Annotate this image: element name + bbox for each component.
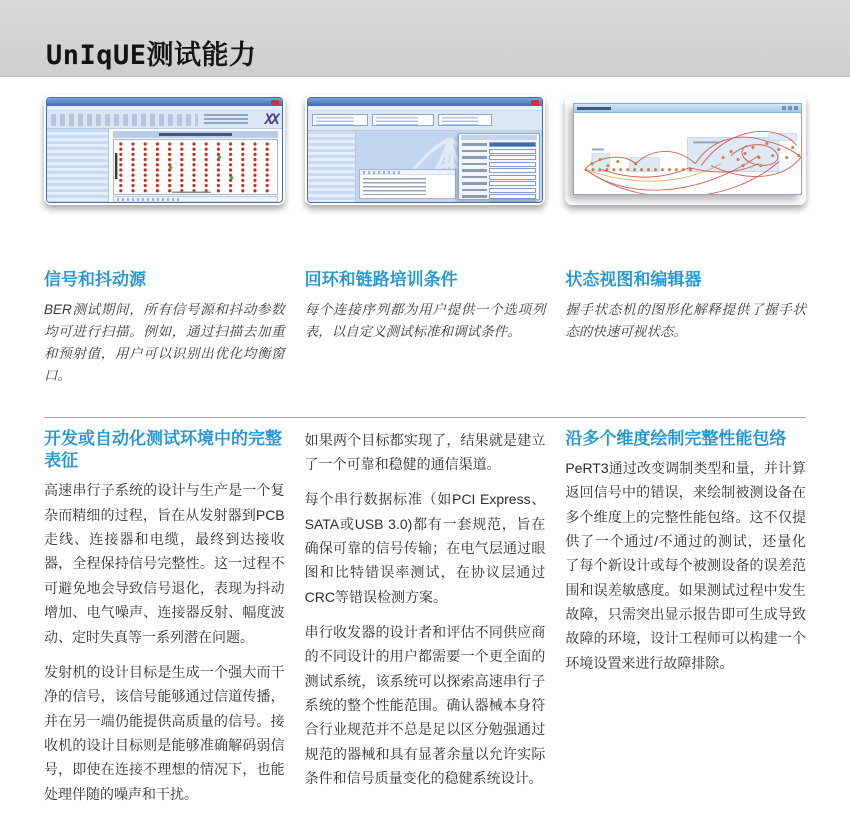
toolbar-group xyxy=(372,114,434,126)
toolbar xyxy=(308,111,543,131)
app-titlebar xyxy=(47,98,282,106)
app-window xyxy=(307,97,544,203)
diagram-titlebar xyxy=(574,104,801,113)
section-complete-characterization xyxy=(44,428,285,817)
sweep-plot xyxy=(113,139,278,195)
sidebar-tree xyxy=(47,129,109,202)
workspace xyxy=(356,131,543,202)
brand-logo-icon: XX xyxy=(264,112,278,128)
section-paragraph: 串行收发器的设计者和评估不同供应商的不同设计的用户都需要一个更全面的测试系统，该系统可以探索高速串行子系统的整个性能范围。确认器械本身符合行业规范并不总是足以区分勉强通过规范的器械和具有显著余量以允许实际条件和信号质量变化的稳健系统设计。 xyxy=(304,624,546,787)
section-paragraph: 如果两个目标都实现了，结果就是建立了一个可靠和稳健的通信渠道。 xyxy=(304,431,546,472)
console-toolbar xyxy=(360,170,455,175)
app-body xyxy=(308,131,543,202)
section-paragraph: PeRT3通过改变调制类型和量，并计算返回信号中的错误，来绘制被测设备在多个维度上的完整性能包络。这不仅提供了一个通过/不通过的测试，还量化了每个新设计或每个被测设备的误差范围和误差敏感度。如果测试过程中发生故障，只需突出显示报告即可生成导致故障的环境，设计工程师可以构建一个环境设置来进行故障排除。 xyxy=(565,459,806,671)
screenshot-link-training-app xyxy=(305,95,546,205)
plot-title-bar xyxy=(113,131,278,138)
feature-heading: 信号和抖动源 xyxy=(44,270,146,289)
screenshot-state-diagram xyxy=(565,95,806,205)
sweep-dot-grid xyxy=(114,140,277,194)
feature-body: 每个连接序列都为用户提供一个选项列表，以自定义测试标准和调试条件。 xyxy=(304,302,546,339)
page-title: UnIqUE测试能力 xyxy=(46,40,257,71)
page-content xyxy=(0,95,850,817)
sidebar-tree xyxy=(308,131,356,202)
console-toolbar xyxy=(114,197,277,202)
section-divider xyxy=(44,417,806,418)
section-performance-envelope xyxy=(565,428,806,817)
console-log xyxy=(359,169,456,199)
section-paragraph: 每个串行数据标准（如PCI Express、SATA或USB 3.0)都有一套规范，旨在确保可靠的信号传输；在电气层通过眼图和比特错误率测试，在协议层通过CRC等错误检测方案。 xyxy=(304,491,546,605)
console-log xyxy=(113,196,278,203)
page-header xyxy=(0,0,850,77)
section-paragraph: 高速串行子系统的设计与生产是一个复杂而精细的过程，旨在从发射器到PCB走线、连接器和电缆，最终到达接收器，全程保持信号完整性。这一过程不可避免地会导致信号退化，表现为抖动增加、电气噪声、连接器反射、幅度波动、定时失真等一系列潜在问题。 xyxy=(44,482,285,645)
screenshot-signal-jitter-app xyxy=(44,95,285,205)
feature-heading: 状态视图和编辑器 xyxy=(565,270,702,289)
feature-heading: 回环和链路培训条件 xyxy=(304,270,458,289)
close-icon xyxy=(271,100,279,105)
console-text-lines xyxy=(363,178,427,195)
toolbar xyxy=(47,111,282,129)
screenshot-gallery xyxy=(44,95,806,205)
plot-panel xyxy=(109,129,282,202)
toolbar-fields xyxy=(204,114,248,125)
feature-loopback-training xyxy=(305,269,546,387)
toolbar-group xyxy=(312,114,368,126)
feature-body: 握手状态机的图形化解释提供了握手状态的快速可视状态。 xyxy=(565,302,806,339)
feature-state-view-editor xyxy=(565,269,806,387)
section-middle-continuation xyxy=(305,428,546,817)
window-control-icons xyxy=(782,106,798,110)
app-window xyxy=(46,97,283,203)
feature-captions xyxy=(44,269,806,387)
toolbar-group xyxy=(438,114,492,126)
close-icon xyxy=(531,100,539,105)
feature-signal-jitter xyxy=(44,269,285,387)
state-machine-canvas xyxy=(574,113,801,194)
diagram-window xyxy=(573,103,802,195)
properties-dialog xyxy=(458,133,540,200)
app-titlebar xyxy=(308,98,543,106)
window-title-text xyxy=(577,107,611,111)
feature-body: BER测试期间，所有信号源和抖动参数均可进行扫描。例如，通过扫描去加重和预射值，用户可以识别出优化均衡窗口。 xyxy=(44,302,285,383)
section-heading: 开发或自动化测试环境中的完整表征 xyxy=(44,428,282,470)
section-paragraph: 发射机的设计目标是生成一个强大而干净的信号，该信号能够通过信道传播，并在另一端仍能提供高质量的信号。接收机的设计目标则是能够准确解码弱信号，即使在连接不理想的情况下，也能处理伴随的噪声和干扰。 xyxy=(44,663,285,802)
article-columns xyxy=(44,428,806,817)
app-body xyxy=(47,129,282,202)
toolbar-icons xyxy=(51,114,198,126)
dialog-title-bar xyxy=(461,135,537,140)
section-heading: 沿多个维度绘制完整性能包络 xyxy=(565,428,787,448)
